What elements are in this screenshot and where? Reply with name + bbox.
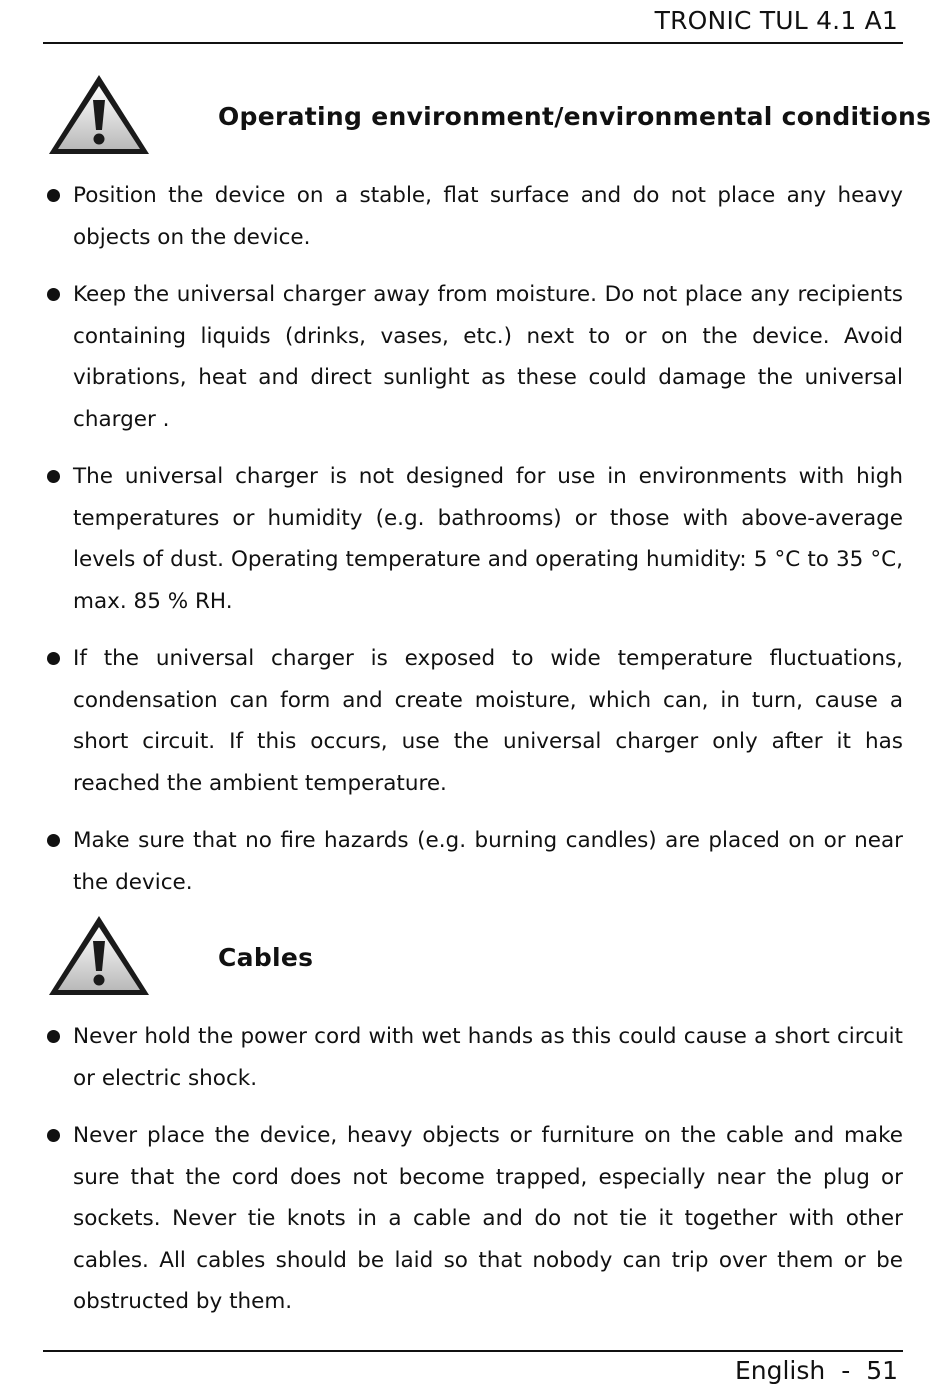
- list-item: The universal charger is not designed for use in environments with high temperatures or humidity (e.g. bathrooms) or those with above-average levels of dust. Operating temperature and operating humidity: 5 °C to 35 °C, max. 85 % RH.: [43, 456, 903, 622]
- page-number: 51: [866, 1356, 898, 1385]
- bullet-dot: [47, 1129, 60, 1142]
- warning-triangle-icon: [46, 72, 152, 158]
- list-item: If the universal charger is exposed to wide temperature fluctuations, condensation can form and create moisture, which can, in turn, cause a short circuit. If this occurs, use the universal charger only after it has reached the ambient temperature.: [43, 638, 903, 804]
- list-item: Make sure that no fire hazards (e.g. burning candles) are placed on or near the device.: [43, 820, 903, 903]
- section-header-cables: [43, 913, 903, 1003]
- bullet-dot: [47, 288, 60, 301]
- section-header-operating-environment: [43, 72, 932, 162]
- header-rule: [43, 42, 903, 44]
- page-footer: [735, 1356, 898, 1385]
- bullet-list-cables: [43, 1016, 903, 1339]
- warning-triangle-icon: [46, 913, 152, 999]
- list-item: Never place the device, heavy objects or furniture on the cable and make sure that the cord does not become trapped, especially near the plug or sockets. Never tie knots in a cable and do not tie it together with other cables. All cables should be laid so that nobody can trip over them or be obstructed by them.: [43, 1115, 903, 1323]
- document-header-title: TRONIC TUL 4.1 A1: [654, 6, 898, 35]
- bullet-list-operating-environment: [43, 175, 903, 919]
- bullet-dot: [47, 834, 60, 847]
- footer-separator: -: [841, 1356, 851, 1385]
- section-title: Operating environment/environmental conditions: [218, 102, 932, 131]
- bullet-dot: [47, 652, 60, 665]
- bullet-dot: [47, 1030, 60, 1043]
- list-item: Position the device on a stable, flat surface and do not place any heavy objects on the device.: [43, 175, 903, 258]
- list-item: Keep the universal charger away from moisture. Do not place any recipients containing liquids (drinks, vases, etc.) next to or on the device. Avoid vibrations, heat and direct sunlight as these could damage the universal charger .: [43, 274, 903, 440]
- bullet-dot: [47, 189, 60, 202]
- footer-rule: [43, 1350, 903, 1352]
- footer-language: English: [734, 1356, 826, 1385]
- bullet-dot: [47, 470, 60, 483]
- section-title: Cables: [218, 943, 314, 972]
- list-item: Never hold the power cord with wet hands as this could cause a short circuit or electric shock.: [43, 1016, 903, 1099]
